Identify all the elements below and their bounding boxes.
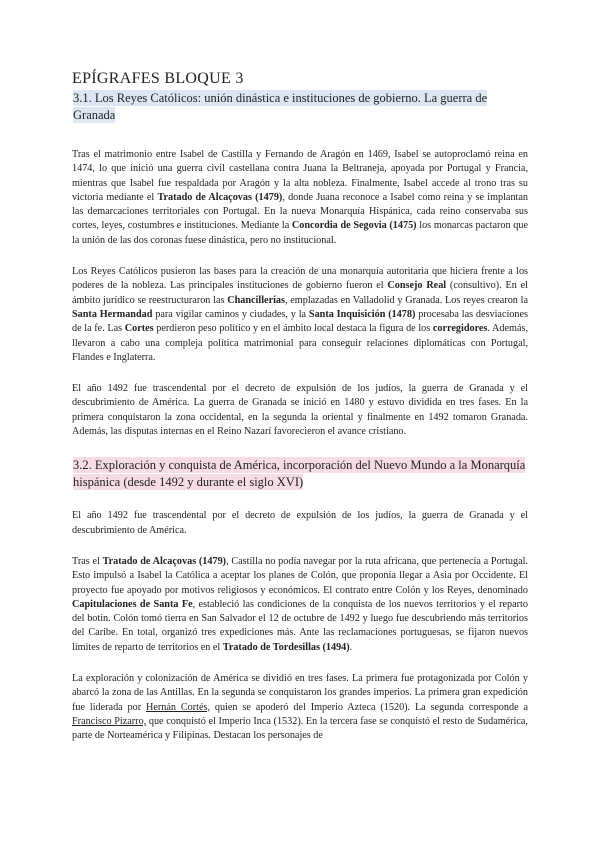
bold-term: Consejo Real bbox=[387, 280, 447, 292]
paragraph-instituciones: Los Reyes Católicos pusieron las bases para la creación de una monarquía autoritaria que hiciera frente a los poderes de la nobleza. Las principales instituciones de gobierno fueron el Consejo Real (consultivo). En el ámbito jurídico se reestructuraron las Chancillerías, emplazadas en Valladolid y Granada. Los reyes crearon la Santa Hermandad para vigilar caminos y ciudades, y la Santa Inquisición (1478) procesaba las desviaciones de la fe. Las Cortes perdieron peso político y en el ámbito local destaca la figura de los corregidores. Además, llevaron a cabo una compleja política matrimonial para conseguir relaciones diplomáticas con Portugal, Flandes e Inglaterra. bbox=[72, 266, 528, 363]
paragraph-1492: El año 1492 fue trascendental por el decreto de expulsión de los judíos, la guerra de Granada y el descubrimiento de América. bbox=[72, 510, 528, 536]
bold-term: corregidores bbox=[432, 323, 488, 335]
bold-term: Capitulaciones de Santa Fe bbox=[72, 598, 193, 610]
bold-term: Santa Hermandad bbox=[72, 308, 153, 320]
bold-term: Chancillerías bbox=[227, 294, 285, 306]
bold-term: Tratado de Tordesillas (1494) bbox=[222, 641, 350, 653]
bold-term: Tratado de Alcaçovas (1479) bbox=[157, 191, 283, 203]
document-content bbox=[72, 70, 528, 744]
underlined-name: Francisco Pizarro, bbox=[72, 715, 147, 727]
paragraph-guerra-granada: El año 1492 fue trascendental por el decreto de expulsión de los judíos, la guerra de Granada y el descubrimiento de América. La guerra de Granada se inició en 1480 y estuvo dividida en tres fases. En la primera conquistaron la zona occidental, en la segunda la oriental y finalmente en 1492 tomaron Granada. Además, las disputas internas en el Reino Nazarí favorecieron el avance cristiano. bbox=[72, 383, 528, 438]
bold-term: Concordia de Segovia (1475) bbox=[291, 220, 417, 232]
section-title-highlight: 3.1. Los Reyes Católicos: unión dinástica e instituciones de gobierno. La guerra de Granada bbox=[73, 91, 488, 122]
underlined-name: Hernán Cortés, bbox=[146, 701, 210, 713]
bold-term: Cortes bbox=[124, 323, 154, 335]
section-title-3-1 bbox=[72, 90, 528, 124]
paragraph-exploracion: La exploración y colonización de América se dividió en tres fases. La primera fue protagonizada por Colón y abarcó la zona de las Antillas. En la segunda se conquistaron los grandes imperios. La primera gran expedición fue liderada por Hernán Cortés, quien se apoderó del Imperio Azteca (1520). La segunda corresponde a Francisco Pizarro, que conquistó el Imperio Inca (1532). En la tercera fase se conquistó el resto de Sudamérica, parte de Norteamérica y Filipinas. Destacan los personajes de bbox=[72, 673, 528, 742]
paragraph-colon: Tras el Tratado de Alcaçovas (1479), Castilla no podía navegar por la ruta africana, que pertenecía a Portugal. Esto impulsó a Isabel la Católica a aceptar los planes de Colón, que proponía llegar a Asia por Occidente. El proyecto fue apoyado por motivos religiosos y económicos. El contrato entre Colón y los Reyes, denominado Capitulaciones de Santa Fe, estableció las condiciones de la conquista de los nuevos territorios y el reparto del botín. Colón tomó tierra en San Salvador el 12 de octubre de 1492 y luego fue descubriendo más territorios del Caribe. En total, organizó tres expediciones más. Ante las reclamaciones portuguesas, se fijaron nuevos límites de reparto de territorios en el Tratado de Tordesillas (1494). bbox=[72, 555, 528, 653]
section-title-3-2 bbox=[72, 457, 528, 491]
bold-term: Tratado de Alcaçovas (1479) bbox=[102, 555, 227, 567]
bold-term: Santa Inquisición (1478) bbox=[308, 308, 416, 320]
section-title-highlight: 3.2. Exploración y conquista de América, incorporación del Nuevo Mundo a la Monarquía hispánica (desde 1492 y durante el siglo XVI) bbox=[73, 458, 526, 490]
paragraph-matrimonio: Tras el matrimonio entre Isabel de Castilla y Fernando de Aragón en 1469, Isabel se autoproclamó reina en 1474, lo que inició una guerra civil castellana contra Juana la Beltraneja, apoyada por Portugal y Francia, mientras que Isabel fue respaldada por Aragón y la alta nobleza. Finalmente, Isabel accede al trono tras su victoria mediante el Tratado de Alcaçovas (1479), donde Juana reconoce a Isabel como reina y se implantan las demarcaciones territoriales con Portugal. En la nueva Monarquía Hispánica, cada reino conservaba sus cortes, leyes, costumbres e instituciones. Mediante la Concordia de Segovia (1475) los monarcas pactaron que la unión de las dos coronas fuese dinástica, pero no institucional. bbox=[72, 149, 528, 246]
page-title: EPÍGRAFES BLOQUE 3 bbox=[72, 70, 244, 87]
